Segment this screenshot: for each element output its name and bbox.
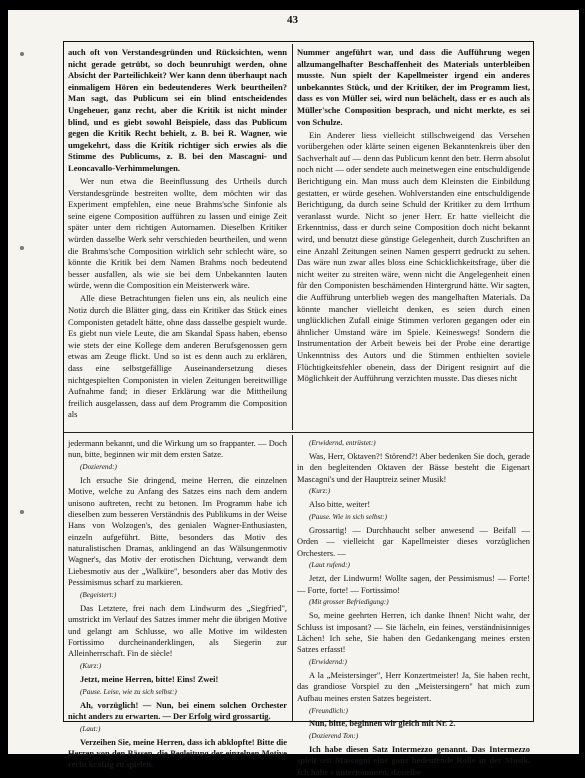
stage-direction: (Pause. Leise, wie zu sich selbst:)	[80, 687, 177, 696]
article-column-left	[68, 47, 287, 427]
stage-direction: (Dozierend Ton:)	[309, 732, 359, 741]
feuilleton-column-left	[68, 438, 287, 770]
page-number: 43	[287, 14, 298, 26]
feuilleton-column-right	[297, 438, 530, 777]
stage-direction: (Mit grosser Befriedigung:)	[309, 598, 389, 607]
stage-direction: (Laut rufend:)	[309, 561, 350, 570]
dialogue-line: Jetzt, der Lindwurm! Wollte sagen, der Pessimismus! — Forte! — Forte, forte! — Fortissimo!	[297, 573, 530, 595]
stage-direction: (Kurz:)	[309, 487, 331, 496]
stage-direction: (Kurz:)	[80, 662, 102, 671]
column-divider	[292, 435, 293, 721]
dialogue-line: Grossartig! — Durchhaucht selber anwesend — Beifall — Orden — vielleicht gar Kapellmeister dieses vorzüglichen Orchesters. —	[297, 524, 530, 558]
dialogue-line: A la „Meistersinger", Herr Konzertmeister! Ja, Sie haben recht, das grandiose Vorspiel zu den „Meistersingern" hat mich zum Aufbau meines ersten Satzes begeistert.	[297, 670, 530, 703]
stage-direction: (Erwidernd:)	[309, 658, 347, 667]
stage-direction: (Begeistert:)	[80, 590, 117, 599]
paragraph: Wer nun etwa die Beeinflussung des Urtheils durch Verstandesgründe bestreiten wollte, dem möchten wir das Experiment empfehlen, eine neue Brahms'sche Sinfonie als seine eigene Composition aufführen zu lassen und einige Zeit später unter dem richtigen Autornamen. Dieselben Kritiker würden dasselbe Werk sehr verschieden beurtheilen, und wenn die Brahms'sche Composition wirklich sehr schlecht wäre, so könnte die Kritik bei dem Namen Brahms noch bedeutend besser ausfallen, als wie sie bei dem Unbekannten lauten würde, wenn die Composition ein Meisterwerk wäre.	[68, 176, 287, 291]
paragraph: Alle diese Betrachtungen fielen uns ein, als neulich eine Notiz durch die Blätter ging, dass ein Kritiker das Stück eines Componisten getadelt hätte, ohne dass dasselbe gespielt wurde. Es giebt nun viele Leute, die am Skandal Spass haben, ebenso wie stets der eine Kollege dem anderen Berufsgenossen gern etwas am Zeuge flickt. Und so ist es denn auch zu erklären, dass eine selbstgefällige Auseinandersetzung dieses nichtgespielten Componisten in vielen Zeitungen bereitwillige Aufnahme fand; in dieser Erklärung war die Mittheilung freilich ausgelassen, dass auf dem Programm die Composition als	[68, 293, 287, 420]
dialogue-line: Ich habe diesen Satz Intermezzo genannt. Das Intermezzo spielt seit Mascagni eine ganz bedeutende Rolle in der Musik. Ich habe s unternommen, dasselbe	[297, 744, 530, 777]
paragraph: auch oft von Verstandesgründen und Rücksichten, wenn nicht gerade getrübt, so doch beunruhigt werden, ohne Absicht der Parteilichkeit? Wer kann denn überhaupt nach einmaligem Hören ein bedeutenderes Werk beurtheilen? Man sagt, das Publicum sei ein blind entscheidendes Ungeheuer, ganz recht, aber die Kritik ist nicht minder blind, und es giebt sowohl Beispiele, dass das Publicum gegen die Kritik Recht behielt, z. B. bei R. Wagner, wie umgekehrt, dass die Kritik richtiger sich erwies als die Stimme des Publicums, z. B. bei den Mascagni- und Leoncavallo-Verhimmelungen.	[68, 47, 287, 173]
binding-hole	[20, 510, 24, 514]
stage-direction: (Freundlich:)	[309, 706, 348, 715]
article-column-right	[297, 47, 530, 427]
dialogue-line: Jetzt, meine Herren, bitte! Eins! Zwei!	[80, 673, 219, 684]
dialogue-line: Was, Herr, Oktaven?! Störend?! Aber bedenken Sie doch, gerade in den begleitenden Oktaven der Bässe besteht die Eigenart Mascagni's und der Hauptreiz seiner Musik!	[297, 450, 530, 484]
column-divider	[292, 44, 293, 430]
stage-direction: (Dozierend:)	[80, 463, 117, 472]
section-rule	[64, 432, 533, 433]
binding-hole	[20, 52, 24, 56]
dialogue-line: Also bitte, weiter!	[309, 499, 371, 510]
paragraph: Nummer angeführt war, und dass die Aufführung wegen allzumangelhafter Beschaffenheit des Materials unterbleiben musste. Nun spielt der Kapellmeister irgend ein anderes unbekanntes Stück, und der Kritiker, der im Programm liest, dass es von Müller sei, wird nun belächelt, dass er es auch als Müller'sche Composition besprach, und nicht merkte, es sei von Schulze.	[297, 47, 530, 127]
paragraph: Ein Anderer liess vielleicht stillschweigend das Versehen vorübergehen oder klärte seinen eigenen Bekanntenkreis über den Sachverhalt auf — denn das Publicum kennt den betr. Herrn absolut noch nicht — oder sendete auch meinetwegen eine entschuldigende Berichtigung ein. Man muss auch dem Kleinsten die Einbildung gestatten, er würde gesehen. Wohlverstanden eine entschuldigende Berichtigung, da durch seine Schuld der Kritiker zu dem Irrthum veranlasst wurde. Nicht so jener Herr. Er hatte vielleicht die Erkenntniss, dass er durch seine Composition doch nicht bekannt wird, und benutzt diese günstige Gelegenheit, durch Zuschriften an eine Anzahl Zeitungen seinen Namen gesperrt gedruckt zu sehen. Das wäre nun zwar alles bloss eine Schicklichkeitsfrage, über die nicht weiter zu streiten wäre, wenn nicht die Angelegenheit einen für den Componisten beschämenden Hintergrund hätte. Wir sagten, die Aufführung unterblieb wegen des mangelhaften Materials. Da könnte mancher vielleicht denken, es seien durch einen unglücklichen Zufall einige Stimmen verloren gegangen oder ein ähnlicher Umstand wäre im Spiele. Keineswegs! Sondern die Instrumentation der Arbeit beweis bei der Probe eine derartige Unkenntniss des Autors und die Stimmen enthielten soviele Flüchtigkeitsfehler obenein, dass der Dirigent resignirt auf die Möglichkeit der Aufführung verzichten musste. Das dieses nicht	[297, 129, 530, 384]
dialogue-line: Das Letztere, frei nach dem Lindwurm des „Siegfried", umstrickt im Verlauf des Satzes immer mehr die übrigen Motive und gelangt am Schlusse, wo alle Motive im wildesten Fortissimo durcheinanderklingen, als Siegerin zur Alleinherrschaft. Fin de siècle!	[68, 602, 287, 659]
stage-direction: (Pause. Wie in sich selbst:)	[309, 513, 388, 522]
dialogue-line: Ah, vorzüglich! — Nun, bei einem solchen Orchester nicht anders zu erwarten. — Der Erfolg wird grossartig.	[68, 699, 287, 721]
dialogue-line: So, meine geehrten Herren, ich danke Ihnen! Nicht wahr, der Schluss ist imposant? — Sie lächeln, ein feines, verständnisinniges Lächen! Ich sehe, Sie haben den Gedankengang meines ersten Satzes erfasst!	[297, 610, 530, 655]
dialogue-line: Verzeihen Sie, meine Herren, dass ich abklopfte! Bitte die Herren von den Bässen, die Begleitung der einzelnen Motive recht kräftig zu spielen.	[68, 736, 287, 770]
binding-hole	[20, 246, 24, 250]
dialogue-line: jedermann bekannt, und die Wirkung um so frappanter. — Doch nun, bitte, beginnen wir mit dem ersten Satze.	[68, 438, 287, 460]
dialogue-line: Ich ersuche Sie dringend, meine Herren, die einzelnen Motive, welche zu Anfang des Satzes eins nach dem andern unisono auftreten, recht zu betonen. Im Programm habe ich dieselben zum besseren Verständnis des Publikums in der Weise Hans von Wolzogen's, des genialen Wagner-Enthusiasten, einzeln aufgeführt. Bitte, besonders das Motiv des naturalistischen Dramas, anklingend an das Wälsungenmotiv Wagner's, das Motiv der erotischen Dichtung, verwandt dem Liebesmotiv aus der „Walküre", besonders aber das Motiv des Pessimismus scharf zu markieren.	[68, 475, 287, 588]
stage-direction: (Erwidernd, entrüstet:)	[309, 439, 376, 447]
stage-direction: (Laut:)	[80, 724, 101, 733]
dialogue-line: Nun, bitte, beginnen wir gleich mit Nr. 2.	[309, 718, 456, 729]
